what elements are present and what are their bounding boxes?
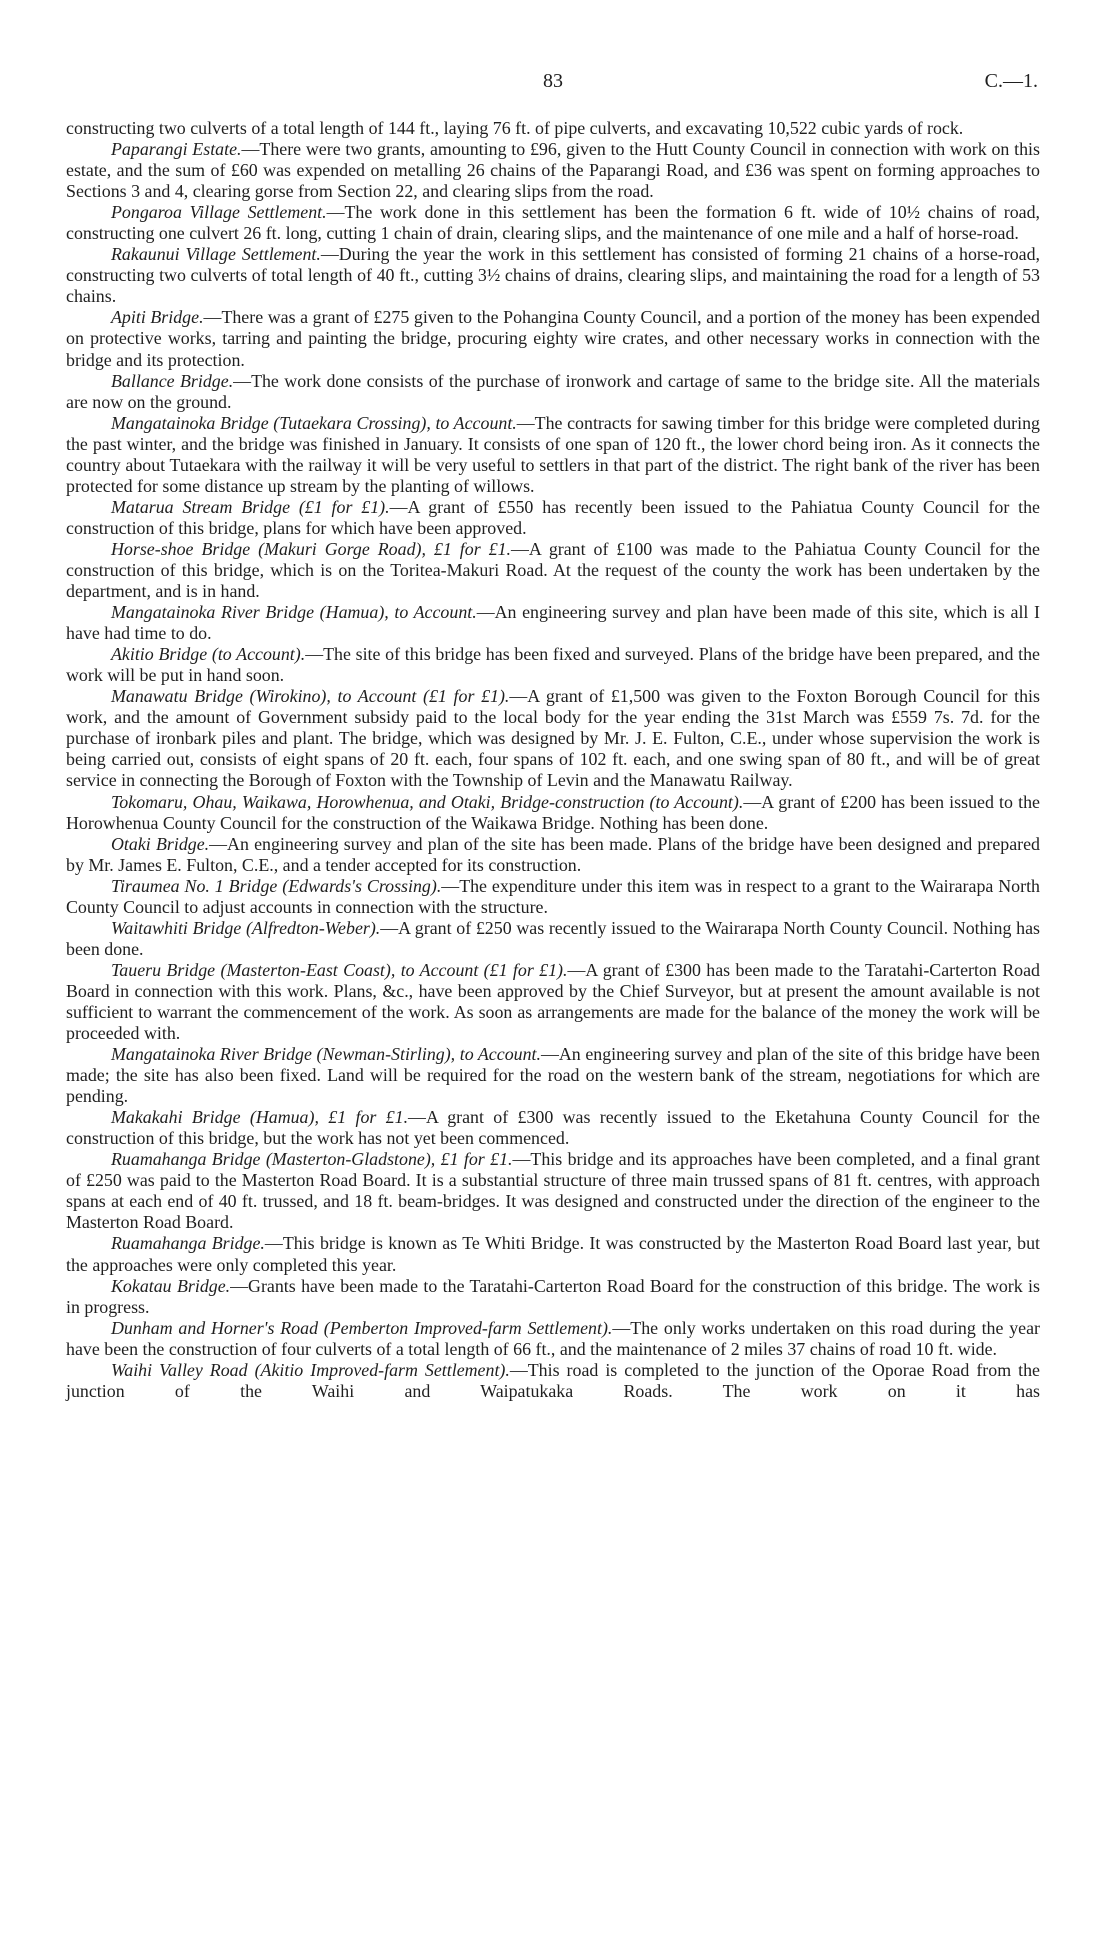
paragraph-heading: Makakahi Bridge (Hamua), £1 for £1. [111,1107,409,1128]
paragraph-text: —A grant of £1,500 was given to the Foxton Borough Council for this work, and the amount of Government subsidy paid to the local body for the year ending the 31st March was £559 7s. 7d. for the purchase of ironbark piles and plant. The bridge, which was designed by Mr. J. E. Fulton, C.E., under whose supervision the work is being carried out, consists of eight spans of 20 ft. each, four spans of 102 ft. each, and one swing span of 80 ft., and will be of great service in connecting the Borough of Foxton with the Township of Levin and the Manawatu Railway. [66,686,1040,791]
paragraph-text: —The work done in this settlement has been the formation 6 ft. wide of 10½ chains of road, constructing one culvert 26 ft. long, cutting 1 chain of drain, clearing slips, and the maintenance of one mile and a half of horse-road. [66,202,1040,244]
paragraph-heading: Ruamahanga Bridge. [111,1233,265,1254]
paragraph-heading: Pongaroa Village Settlement. [111,202,327,223]
paragraph [66,497,1040,539]
paragraph-heading: Dunham and Horner's Road (Pemberton Improved-farm Settlement). [111,1317,613,1338]
paragraph-heading: Matarua Stream Bridge (£1 for £1). [111,496,390,517]
paragraph-heading: Paparangi Estate. [111,139,242,160]
paragraph-text: —The expenditure under this item was in respect to a grant to the Wairarapa North County Council to adjust accounts in connection with the structure. [66,875,1040,917]
paragraph-text: —An engineering survey and plan of the site of this bridge have been made; the site has also been fixed. Land will be required for the road on the western bank of the stream, negotiations for which are pending. [66,1044,1040,1107]
paragraph [66,202,1040,244]
paragraph [66,834,1040,876]
paragraph-text: —There were two grants, amounting to £96, given to the Hutt County Council in connection with work on this estate, and the sum of £60 was expended on metalling 26 chains of the Paparangi Road, and £36 was spent on forming approaches to Sections 3 and 4, clearing gorse from Section 22, and clearing slips from the road. [66,139,1040,202]
paragraph-text: —This bridge is known as Te Whiti Bridge. It was constructed by the Masterton Road Board last year, but the approaches were only completed this year. [66,1233,1040,1275]
paragraph-text: —A grant of £300 has been made to the Taratahi-Carterton Road Board in connection with this work. Plans, &c., have been approved by the Chief Surveyor, but at present the amount available is not sufficient to warrant the commencement of the work. As soon as arrangements are made for the balance of the money the work will be proceeded with. [66,959,1041,1044]
paragraph-text: —The site of this bridge has been fixed and surveyed. Plans of the bridge have been prepared, and the work will be put in hand soon. [66,644,1040,686]
paragraph [66,539,1040,602]
paragraph [66,960,1040,1044]
paragraph [66,1149,1040,1233]
paragraph [66,1233,1040,1275]
paragraph-heading: Akitio Bridge (to Account). [111,644,306,665]
paragraph-heading: Rakaunui Village Settlement. [111,244,321,265]
paragraph [66,602,1040,644]
document-reference: C.—1. [984,70,1038,92]
paragraph-text: —This road is completed to the junction of the Oporae Road from the junction of the Waihi and Waipatukaka Roads. The work on it has [66,1359,1040,1401]
paragraph [66,1276,1040,1318]
paragraph [66,686,1040,791]
paragraph [66,413,1040,497]
paragraph-text: —The work done consists of the purchase of ironwork and cartage of same to the bridge site. All the materials are now on the ground. [66,370,1040,412]
paragraph [66,792,1040,834]
page-header [68,70,1038,100]
paragraph [66,371,1040,413]
paragraph [66,644,1040,686]
paragraph-heading: Mangatainoka Bridge (Tutaekara Crossing), to Account. [111,412,517,433]
paragraph-heading: Otaki Bridge. [111,833,210,854]
paragraph-heading: Ruamahanga Bridge (Masterton-Gladstone), £1 for £1. [111,1149,513,1170]
paragraph [66,1107,1040,1149]
paragraph-text: —This bridge and its approaches have been completed, and a final grant of £250 was paid to the Masterton Road Board. It is a substantial structure of three main trussed spans of 81 ft. centres, with approach spans at each end of 40 ft. trussed, and 18 ft. beam-bridges. It was designed and constructed under the direction of the engineer to the Masterton Road Board. [66,1149,1040,1233]
paragraph-text: —A grant of £200 has been issued to the Horowhenua County Council for the construction of the Waikawa Bridge. Nothing has been done. [66,791,1040,833]
paragraph-heading: Manawatu Bridge (Wirokino), to Account (£1 for £1). [111,686,510,707]
paragraph [66,1360,1040,1402]
paragraph-heading: Mangatainoka River Bridge (Hamua), to Account. [111,602,477,623]
paragraph [66,244,1040,307]
paragraph [66,139,1040,202]
paragraph-text: —During the year the work in this settlement has consisted of forming 21 chains of a horse-road, constructing two culverts of total length of 40 ft., cutting 3½ chains of drains, clearing slips, and maintaining the road for a length of 53 chains. [66,244,1040,307]
paragraph-text: —A grant of £250 was recently issued to the Wairarapa North County Council. Nothing has been done. [66,917,1040,959]
paragraph-text: —The only works undertaken on this road during the year have been the construction of four culverts of a total length of 66 ft., and the maintenance of 2 miles 37 chains of road 10 ft. wide. [66,1317,1040,1359]
paragraph [66,118,1040,139]
page-number: 83 [543,70,563,92]
paragraph-heading: Horse-shoe Bridge (Makuri Gorge Road), £1 for £1. [111,538,512,559]
paragraph [66,307,1040,370]
paragraph-heading: Apiti Bridge. [111,307,204,328]
paragraph-heading: Waihi Valley Road (Akitio Improved-farm Settlement). [111,1359,510,1380]
paragraph-text: —Grants have been made to the Taratahi-Carterton Road Board for the construction of this bridge. The work is in progress. [66,1275,1040,1317]
paragraph-heading: Waitawhiti Bridge (Alfredton-Weber). [111,917,381,938]
body-text [66,118,1040,1402]
paragraph-text: —There was a grant of £275 given to the Pohangina County Council, and a portion of the money has been expended on protective works, tarring and painting the bridge, procuring eighty wire crates, and other necessary works in connection with the bridge and its protection. [66,307,1040,370]
paragraph-text: —A grant of £550 has recently been issued to the Pahiatua County Council for the construction of this bridge, plans for which have been approved. [66,496,1040,538]
paragraph-text: —An engineering survey and plan have been made of this site, which is all I have had time to do. [66,602,1040,644]
paragraph-heading: Mangatainoka River Bridge (Newman-Stirling), to Account. [111,1044,541,1065]
paragraph-text: —A grant of £100 was made to the Pahiatua County Council for the construction of this bridge, which is on the Toritea-Makuri Road. At the request of the county the work has been undertaken by the department, and is in hand. [66,538,1040,602]
paragraph-text: constructing two culverts of a total length of 144 ft., laying 76 ft. of pipe culverts, and excavating 10,522 cubic yards of rock. [66,118,964,138]
paragraph [66,1318,1040,1360]
paragraph-heading: Kokatau Bridge. [111,1275,231,1296]
paragraph-text: —The contracts for sawing timber for this bridge were completed during the past winter, and the bridge was finished in January. It consists of one span of 120 ft., the lower chord being iron. As it connects the country about Tutaekara with the railway it will be very useful to settlers in that part of the district. The right bank of the river has been protected for some distance up stream by the planting of willows. [66,412,1040,496]
paragraph-text: —An engineering survey and plan of the site has been made. Plans of the bridge have been designed and prepared by Mr. James E. Fulton, C.E., and a tender accepted for its construction. [66,833,1041,875]
paragraph-text: —A grant of £300 was recently issued to the Eketahuna County Council for the construction of this bridge, but the work has not yet been commenced. [66,1107,1040,1149]
paragraph [66,876,1040,918]
paragraph [66,1044,1040,1107]
paragraph [66,918,1040,960]
paragraph-heading: Taueru Bridge (Masterton-East Coast), to Account (£1 for £1). [111,959,568,980]
paragraph-heading: Ballance Bridge. [111,370,234,391]
paragraph-heading: Tokomaru, Ohau, Waikawa, Horowhenua, and Otaki, Bridge-construction (to Account). [111,791,744,812]
paragraph-heading: Tiraumea No. 1 Bridge (Edwards's Crossing). [111,875,442,896]
